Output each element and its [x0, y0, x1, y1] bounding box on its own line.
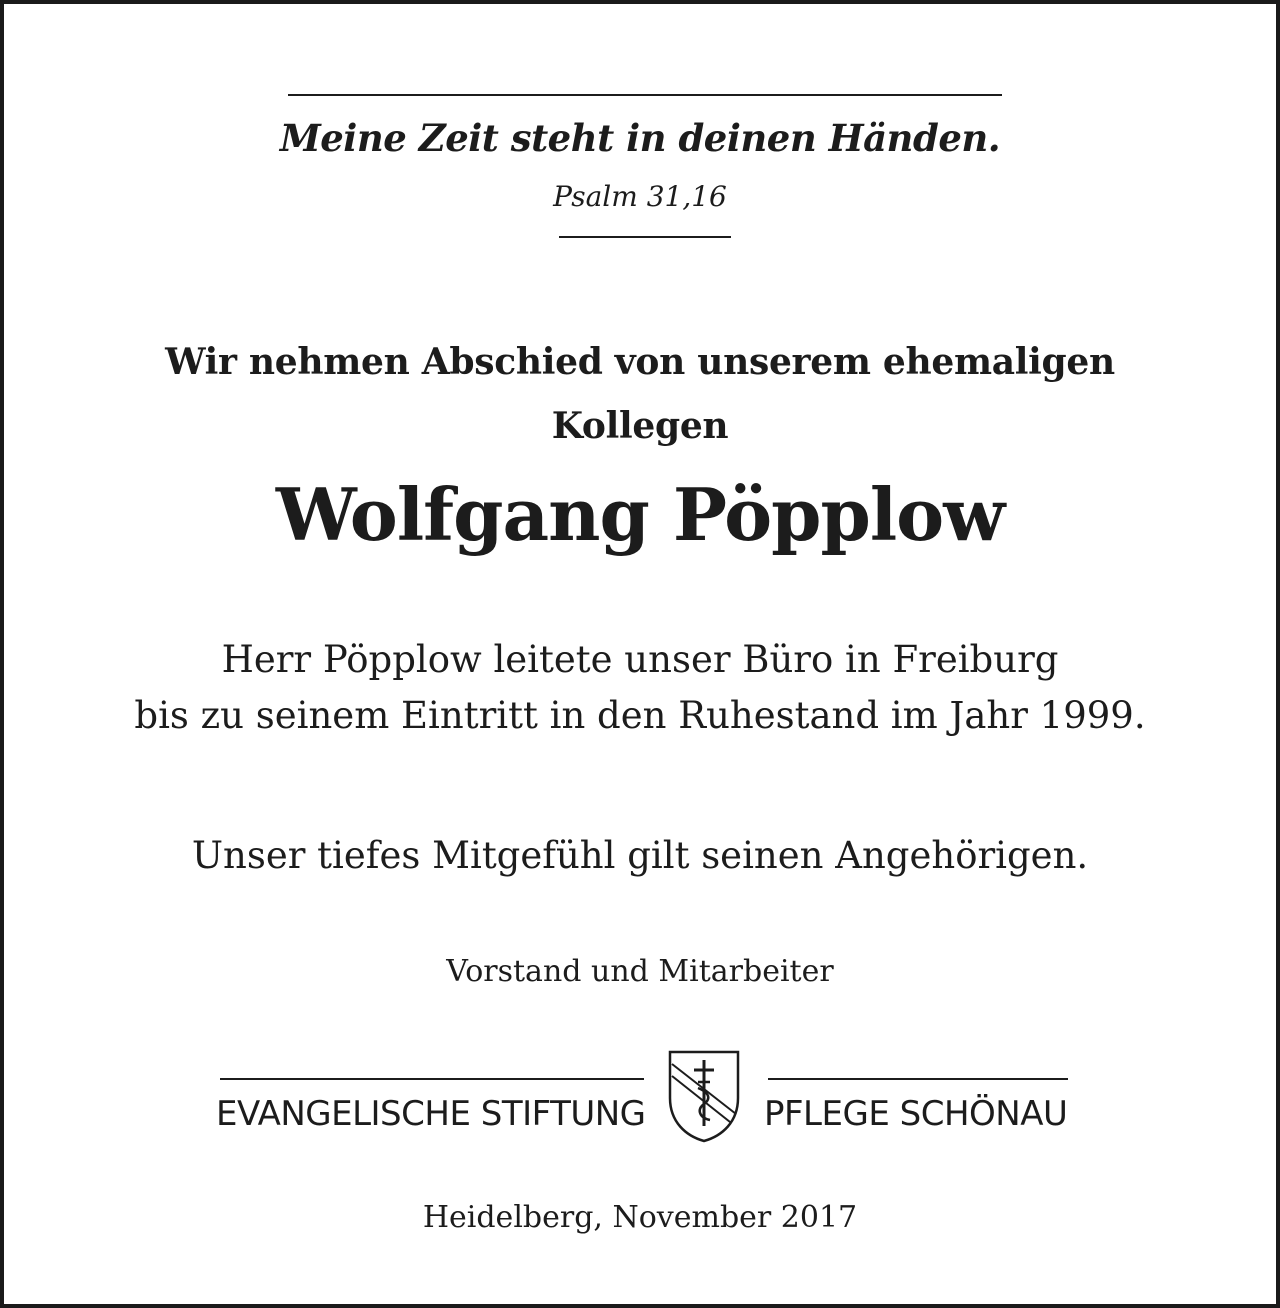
- motto-verse: Meine Zeit steht in deinen Händen.: [279, 116, 1001, 160]
- shield-cross-icon: [664, 1048, 744, 1144]
- org-name-left: EVANGELISCHE STIFTUNG: [216, 1094, 646, 1134]
- career-text: [4, 632, 1276, 744]
- farewell-intro-line-2: Kollegen: [551, 405, 729, 447]
- career-text-line-2: bis zu seinem Eintritt in den Ruhestand im Jahr 1999.: [134, 694, 1146, 737]
- career-text-line-1: Herr Pöpplow leitete unser Büro in Freiburg: [221, 638, 1059, 681]
- farewell-intro: [4, 330, 1276, 458]
- place-date: Heidelberg, November 2017: [422, 1200, 858, 1235]
- condolence-text: Unser tiefes Mitgefühl gilt seinen Angehörigen.: [191, 834, 1089, 877]
- org-rule-right: [768, 1078, 1068, 1080]
- psalm-rule: [559, 236, 731, 238]
- top-rule: [288, 94, 1002, 96]
- org-name-right: PFLEGE SCHÖNAU: [764, 1094, 1068, 1134]
- psalm-reference: Psalm 31,16: [553, 180, 727, 213]
- signature: Vorstand und Mitarbeiter: [446, 954, 834, 989]
- deceased-name: Wolfgang Pöpplow: [275, 472, 1005, 557]
- farewell-intro-line-1: Wir nehmen Abschied von unserem ehemaligen: [165, 341, 1115, 383]
- org-rule-left: [220, 1078, 644, 1080]
